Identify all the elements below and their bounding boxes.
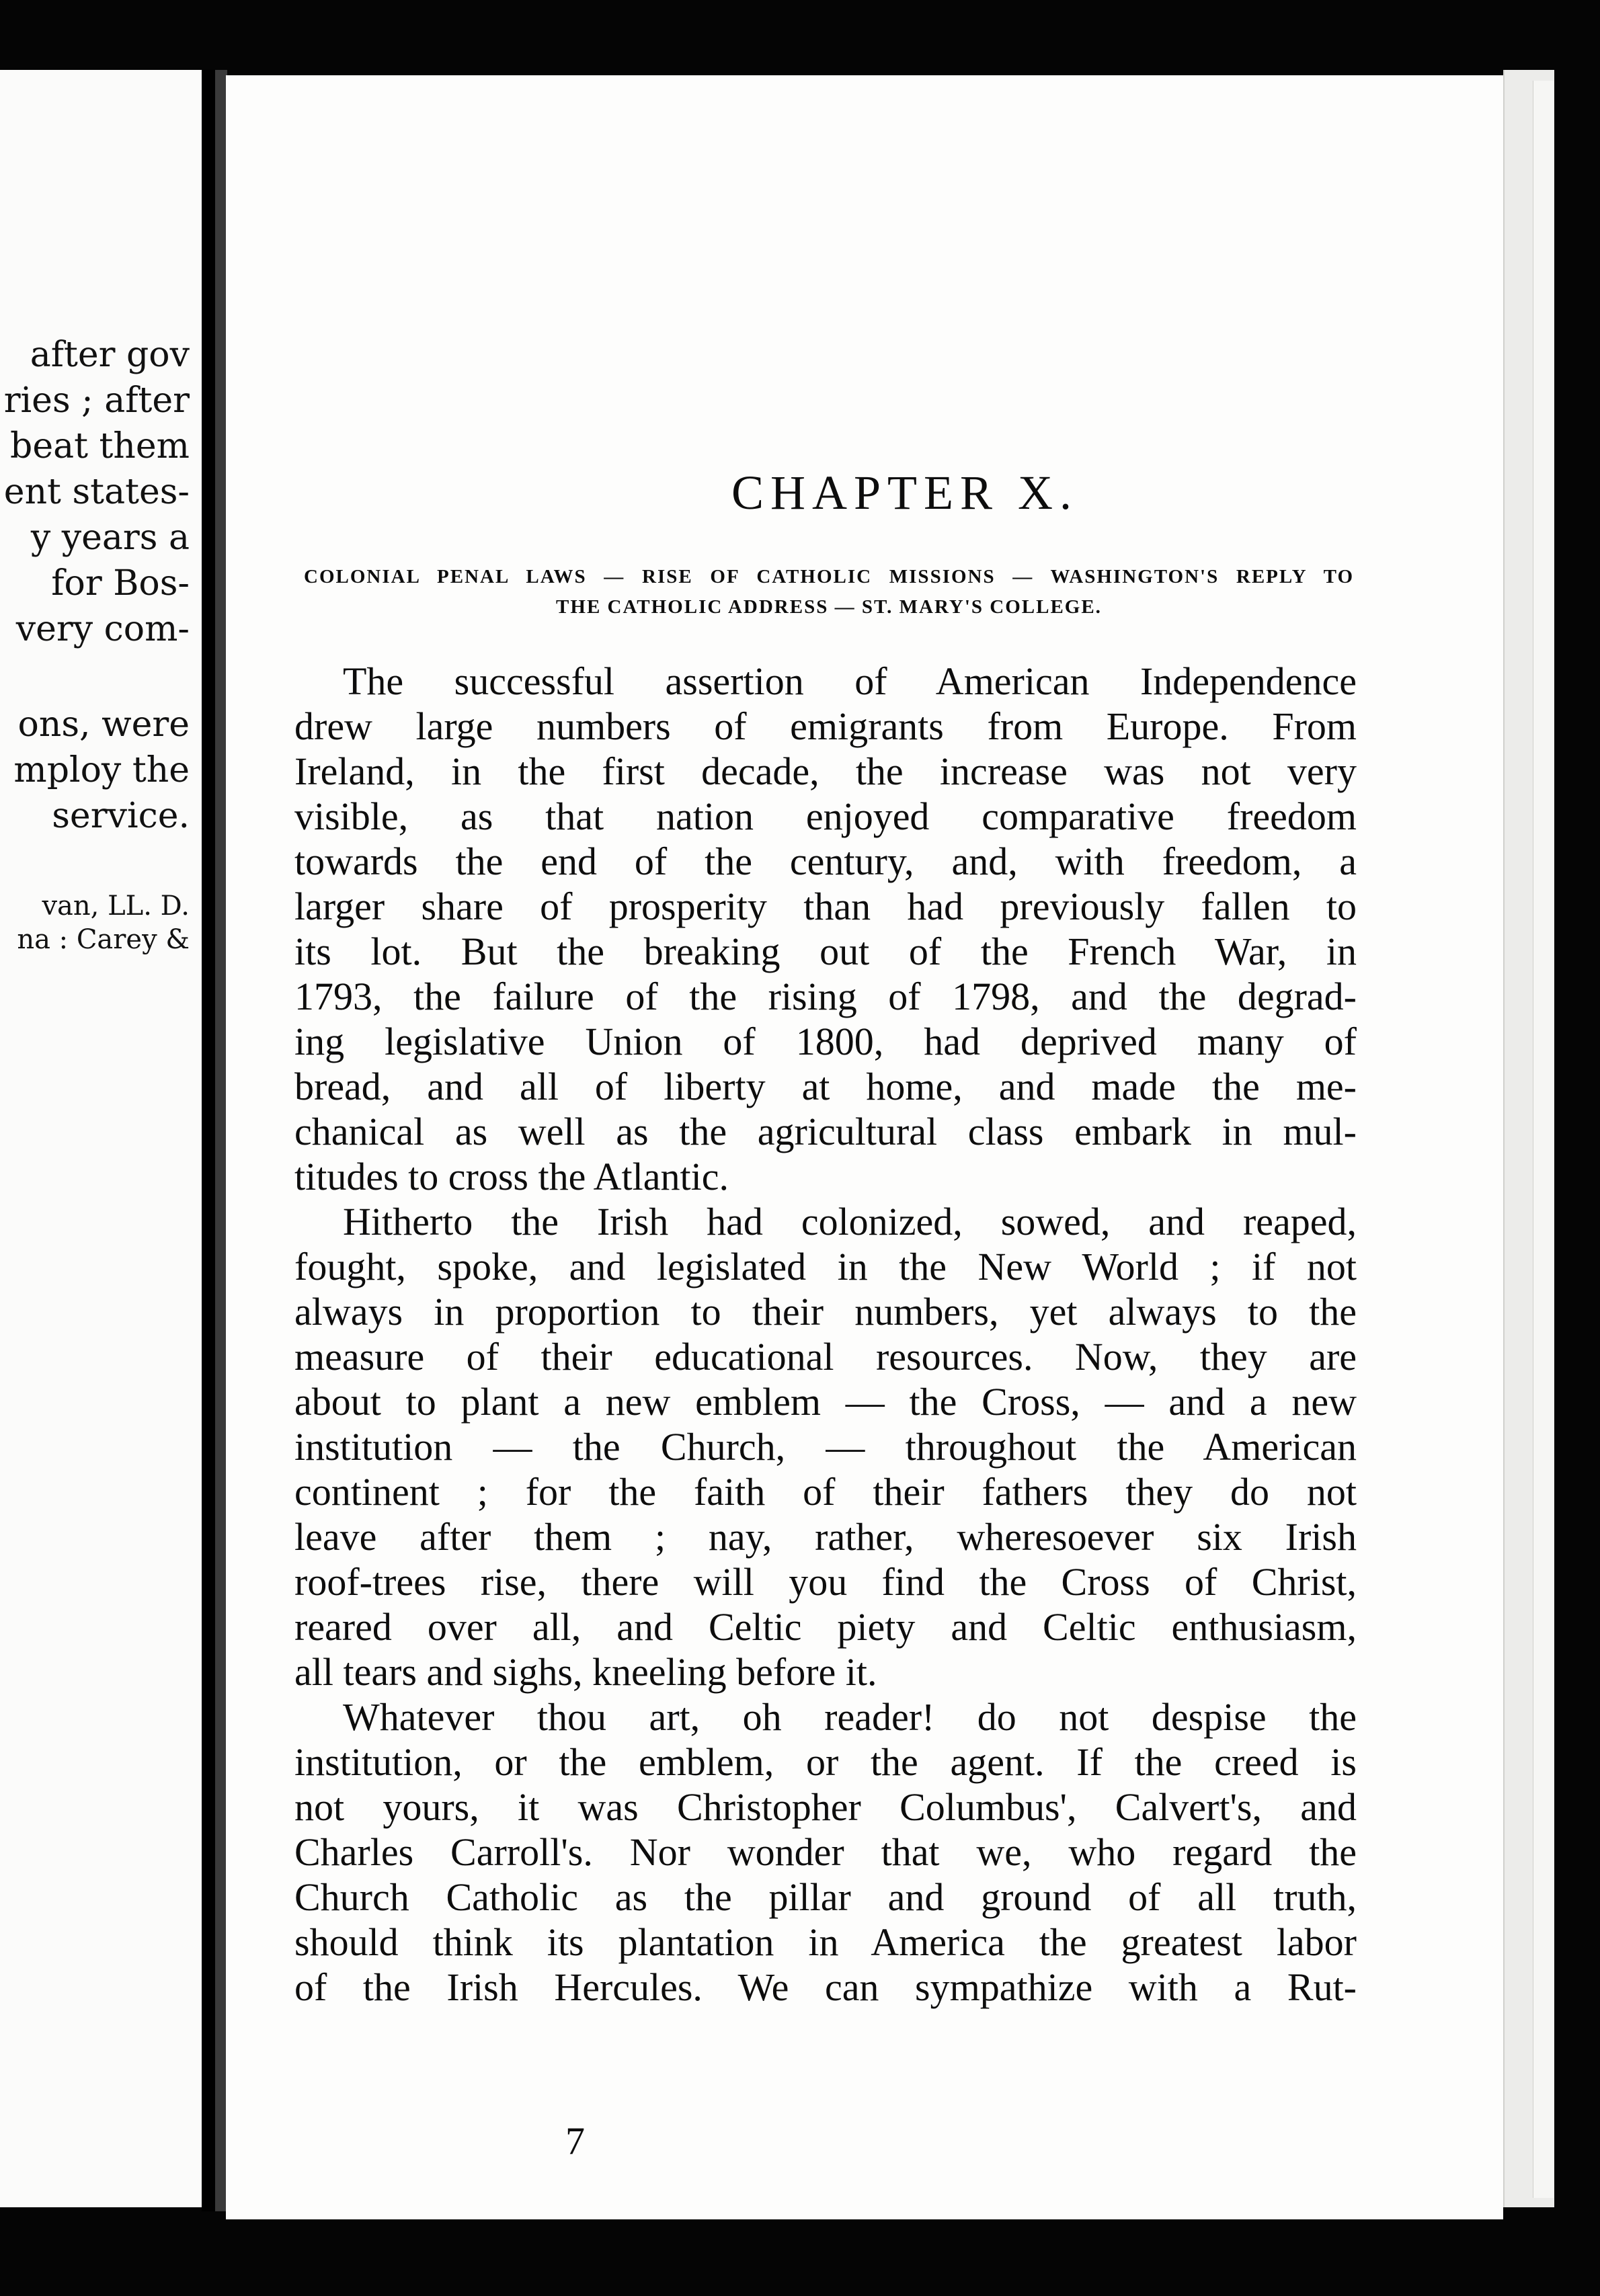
text-line: measure of their educational resources. Now, they are: [294, 1335, 1357, 1379]
chapter-subheading: COLONIAL PENAL LAWS — RISE OF CATHOLIC MISSIONS — WASHINGTON'S REPLY TO: [304, 566, 1354, 587]
text-line: Whatever thou art, oh reader! do not despise the: [343, 1695, 1357, 1739]
text-line: reared over all, and Celtic piety and Celtic enthusiasm,: [294, 1605, 1357, 1649]
facing-page-line: ent states-: [3, 472, 190, 512]
facing-page-line: beat them: [10, 426, 190, 466]
facing-page-footnote: na : Carey &: [17, 924, 190, 955]
text-line: drew large numbers of emigrants from Europe. From: [294, 704, 1357, 748]
text-line: Ireland, in the first decade, the increase was not very: [294, 749, 1357, 793]
facing-page: [0, 70, 202, 2207]
facing-page-footnote: van, LL. D.: [42, 891, 190, 921]
text-line: institution — the Church, — throughout the American: [294, 1425, 1357, 1469]
text-line: The successful assertion of American Independence: [343, 659, 1357, 703]
text-line: ing legislative Union of 1800, had deprived many of: [294, 1020, 1357, 1063]
text-line: always in proportion to their numbers, yet always to the: [294, 1290, 1357, 1334]
text-line: towards the end of the century, and, with freedom, a: [294, 839, 1357, 883]
facing-page-line: very com-: [15, 609, 190, 649]
text-line: roof-trees rise, there will you find the Cross of Christ,: [294, 1560, 1357, 1604]
text-line: bread, and all of liberty at home, and made the me-: [294, 1065, 1357, 1108]
text-line: about to plant a new emblem — the Cross, — and a new: [294, 1380, 1357, 1424]
chapter-body: [294, 659, 1357, 2010]
text-line: 1793, the failure of the rising of 1798, and the degrad-: [294, 975, 1357, 1018]
text-line: titudes to cross the Atlantic.: [294, 1155, 729, 1198]
text-line: visible, as that nation enjoyed comparative freedom: [294, 794, 1357, 838]
page-number: 7: [565, 2119, 585, 2163]
chapter-title: CHAPTER X.: [731, 466, 1079, 520]
text-line: Charles Carroll's. Nor wonder that we, who regard the: [294, 1830, 1357, 1874]
text-line: should think its plantation in America the greatest labor: [294, 1920, 1357, 1964]
chapter-subheading: THE CATHOLIC ADDRESS — ST. MARY'S COLLEGE.: [556, 596, 1102, 618]
text-line: larger share of prosperity than had previously fallen to: [294, 885, 1357, 928]
text-line: its lot. But the breaking out of the French War, in: [294, 930, 1357, 973]
text-line: not yours, it was Christopher Columbus', Calvert's, and: [294, 1785, 1357, 1829]
text-line: Church Catholic as the pillar and ground of all truth,: [294, 1875, 1357, 1919]
text-line: institution, or the emblem, or the agent. If the creed is: [294, 1740, 1357, 1784]
text-line: of the Irish Hercules. We can sympathize with a Rut-: [294, 1965, 1357, 2009]
page-edge-inner: [1533, 81, 1554, 2198]
facing-page-line: service.: [52, 796, 190, 836]
facing-page-line: y years a: [30, 518, 190, 558]
text-line: continent ; for the faith of their fathers they do not: [294, 1470, 1357, 1514]
text-line: Hitherto the Irish had colonized, sowed, and reaped,: [343, 1200, 1357, 1243]
text-line: fought, spoke, and legislated in the New World ; if not: [294, 1245, 1357, 1288]
text-line: all tears and sighs, kneeling before it.: [294, 1650, 877, 1694]
book-page: [226, 75, 1503, 2219]
facing-page-line: ries ; after: [3, 380, 190, 421]
facing-page-line: ons, were: [17, 704, 190, 745]
text-line: chanical as well as the agricultural class embark in mul-: [294, 1110, 1357, 1153]
text-line: leave after them ; nay, rather, wheresoever six Irish: [294, 1515, 1357, 1559]
facing-page-line: for Bos-: [51, 563, 190, 604]
facing-page-line: mploy the: [13, 750, 190, 790]
facing-page-line: after gov: [30, 335, 190, 375]
